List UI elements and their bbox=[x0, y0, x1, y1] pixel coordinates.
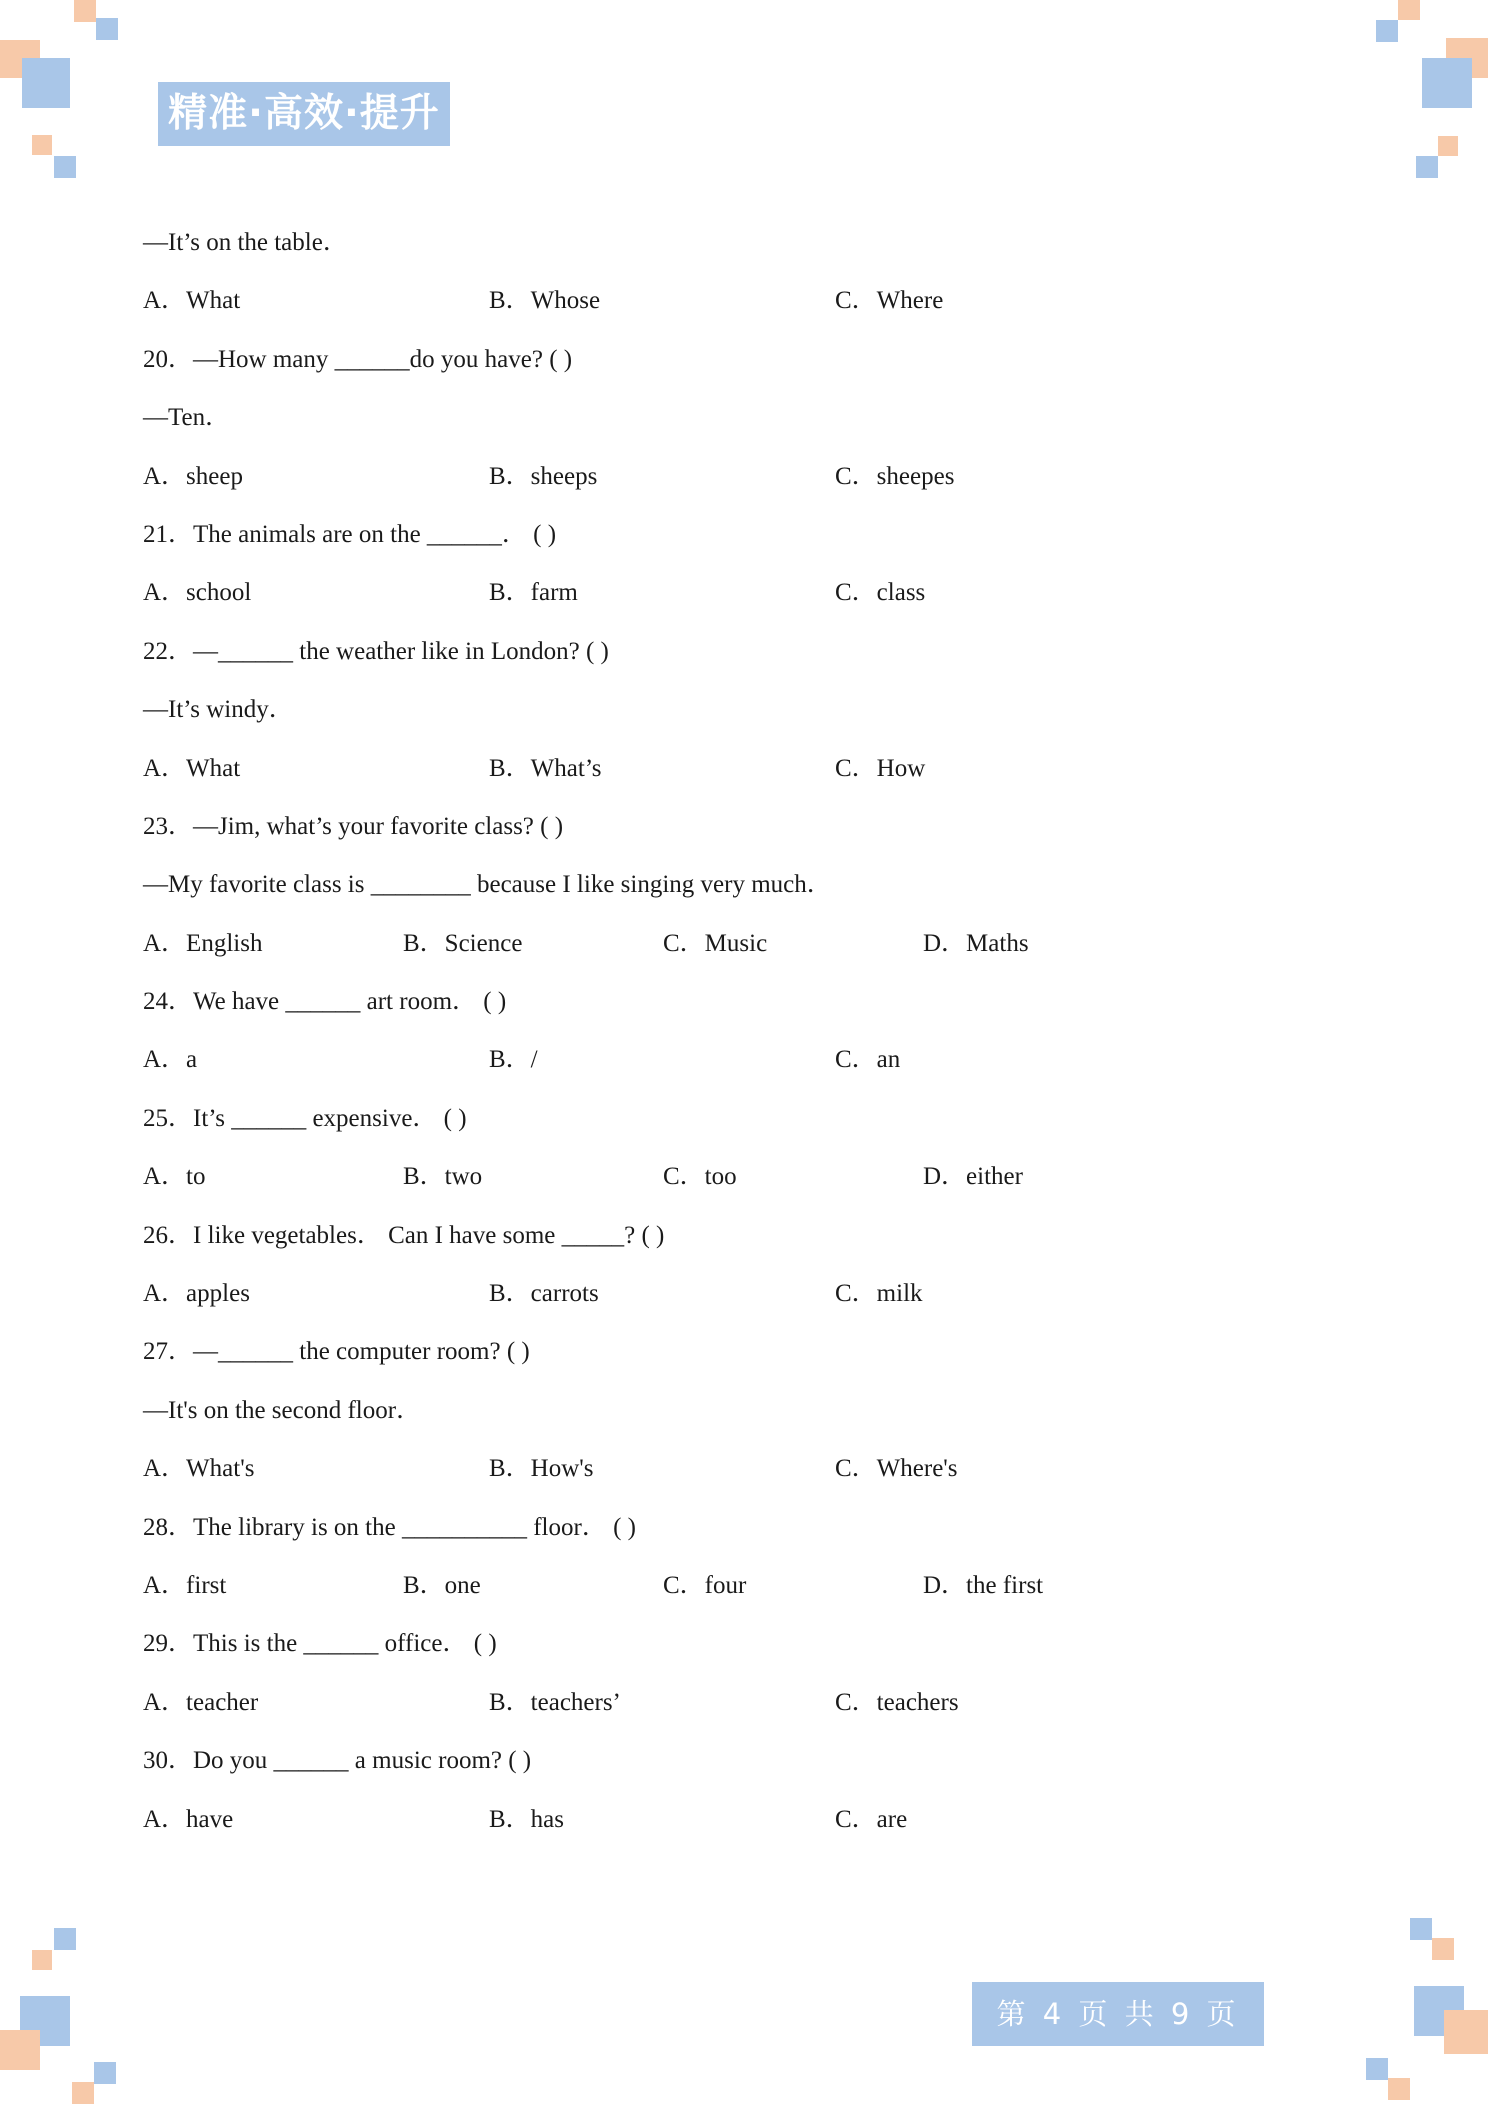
answer-option: B．two bbox=[403, 1163, 483, 1191]
corner-decoration bbox=[1398, 0, 1420, 20]
corner-decoration bbox=[22, 58, 70, 108]
question-list bbox=[143, 220, 1383, 1855]
options-row bbox=[143, 1563, 1383, 1621]
question-line: 28．The library is on the __________ floor． ( ) bbox=[143, 1513, 636, 1541]
options-row bbox=[143, 570, 1383, 628]
answer-option: B．How's bbox=[489, 1455, 594, 1483]
answer-option: B．sheeps bbox=[489, 462, 598, 490]
answer-option: C．four bbox=[663, 1571, 747, 1599]
options-row bbox=[143, 746, 1383, 804]
answer-option: A．teacher bbox=[143, 1688, 259, 1716]
answer-option: B．one bbox=[403, 1571, 481, 1599]
options-row bbox=[143, 1680, 1383, 1738]
corner-decoration bbox=[1376, 20, 1398, 42]
answer-option: A．have bbox=[143, 1805, 234, 1833]
question-line: —Ten． bbox=[143, 404, 231, 432]
question-line: 26．I like vegetables． Can I have some _____? ( ) bbox=[143, 1221, 665, 1249]
corner-decoration bbox=[1438, 136, 1458, 156]
options-row bbox=[143, 1037, 1383, 1095]
answer-option: C．are bbox=[835, 1805, 908, 1833]
question-line: —It’s on the table． bbox=[143, 229, 348, 256]
options-row bbox=[143, 454, 1383, 512]
question-line: 21．The animals are on the ______． ( ) bbox=[143, 520, 557, 548]
question-line: 27．—______ the computer room? ( ) bbox=[143, 1338, 530, 1366]
options-row bbox=[143, 1154, 1383, 1212]
corner-decoration bbox=[1388, 2078, 1410, 2100]
corner-decoration bbox=[54, 1928, 76, 1950]
corner-decoration bbox=[1416, 156, 1438, 178]
answer-option: C．milk bbox=[835, 1280, 923, 1308]
corner-decoration bbox=[1366, 2058, 1388, 2080]
question-line: 24．We have ______ art room． ( ) bbox=[143, 988, 507, 1016]
corner-decoration bbox=[0, 2030, 40, 2070]
corner-decoration bbox=[1432, 1938, 1454, 1960]
corner-decoration bbox=[1410, 1918, 1432, 1940]
question-line: 20．—How many ______do you have? ( ) bbox=[143, 345, 573, 373]
corner-decoration bbox=[1422, 58, 1472, 108]
question-line: 23．—Jim, what’s your favorite class? ( ) bbox=[143, 812, 564, 840]
answer-option: C．Where bbox=[835, 287, 944, 315]
answer-option: B．Whose bbox=[489, 287, 601, 315]
answer-option: C．teachers bbox=[835, 1688, 959, 1716]
header-label: 精准·高效·提升 bbox=[158, 82, 450, 146]
answer-option: D．the first bbox=[923, 1571, 1044, 1599]
corner-decoration bbox=[1444, 2010, 1488, 2054]
corner-decoration bbox=[94, 2062, 116, 2084]
question-line: 25．It’s ______ expensive． ( ) bbox=[143, 1104, 467, 1132]
question-line: 30．Do you ______ a music room? ( ) bbox=[143, 1747, 532, 1775]
options-row bbox=[143, 921, 1383, 979]
answer-option: A．What bbox=[143, 754, 241, 782]
corner-decoration bbox=[72, 2082, 94, 2104]
corner-decoration bbox=[54, 156, 76, 178]
answer-option: A．school bbox=[143, 579, 252, 607]
answer-option: D．Maths bbox=[923, 929, 1029, 957]
question-line: 22．—______ the weather like in London? ( ) bbox=[143, 637, 609, 665]
answer-option: A．apples bbox=[143, 1280, 250, 1308]
answer-option: A．first bbox=[143, 1571, 227, 1599]
answer-option: D．either bbox=[923, 1163, 1023, 1191]
options-row bbox=[143, 278, 1383, 336]
answer-option: A．to bbox=[143, 1163, 206, 1191]
answer-option: B．Science bbox=[403, 929, 523, 957]
answer-option: C．too bbox=[663, 1163, 737, 1191]
answer-option: C．class bbox=[835, 579, 926, 607]
answer-option: A．English bbox=[143, 929, 263, 957]
options-row bbox=[143, 1271, 1383, 1329]
answer-option: B．farm bbox=[489, 579, 578, 607]
answer-option: C．sheepes bbox=[835, 462, 955, 490]
question-line: 29．This is the ______ office． ( ) bbox=[143, 1630, 497, 1658]
corner-decoration bbox=[96, 18, 118, 40]
answer-option: C．Where's bbox=[835, 1455, 958, 1483]
question-line: —My favorite class is ________ because I like singing very much． bbox=[143, 871, 832, 899]
question-line: —It’s windy． bbox=[143, 696, 294, 724]
corner-decoration bbox=[32, 135, 52, 155]
answer-option: C．Music bbox=[663, 929, 768, 957]
corner-decoration bbox=[32, 1950, 52, 1970]
answer-option: A．What's bbox=[143, 1455, 255, 1483]
answer-option: B．/ bbox=[489, 1046, 538, 1074]
answer-option: B．teachers’ bbox=[489, 1688, 621, 1716]
corner-decoration bbox=[74, 0, 96, 22]
answer-option: A．What bbox=[143, 287, 241, 315]
answer-option: B．has bbox=[489, 1805, 565, 1833]
answer-option: B．What’s bbox=[489, 754, 602, 782]
question-line: —It's on the second floor． bbox=[143, 1396, 422, 1424]
options-row bbox=[143, 1797, 1383, 1855]
answer-option: C．How bbox=[835, 754, 926, 782]
page-number-label: 第 4 页 共 9 页 bbox=[972, 1982, 1264, 2046]
answer-option: B．carrots bbox=[489, 1280, 599, 1308]
answer-option: A．a bbox=[143, 1046, 198, 1074]
answer-option: C．an bbox=[835, 1046, 901, 1074]
options-row bbox=[143, 1446, 1383, 1504]
answer-option: A．sheep bbox=[143, 462, 243, 490]
